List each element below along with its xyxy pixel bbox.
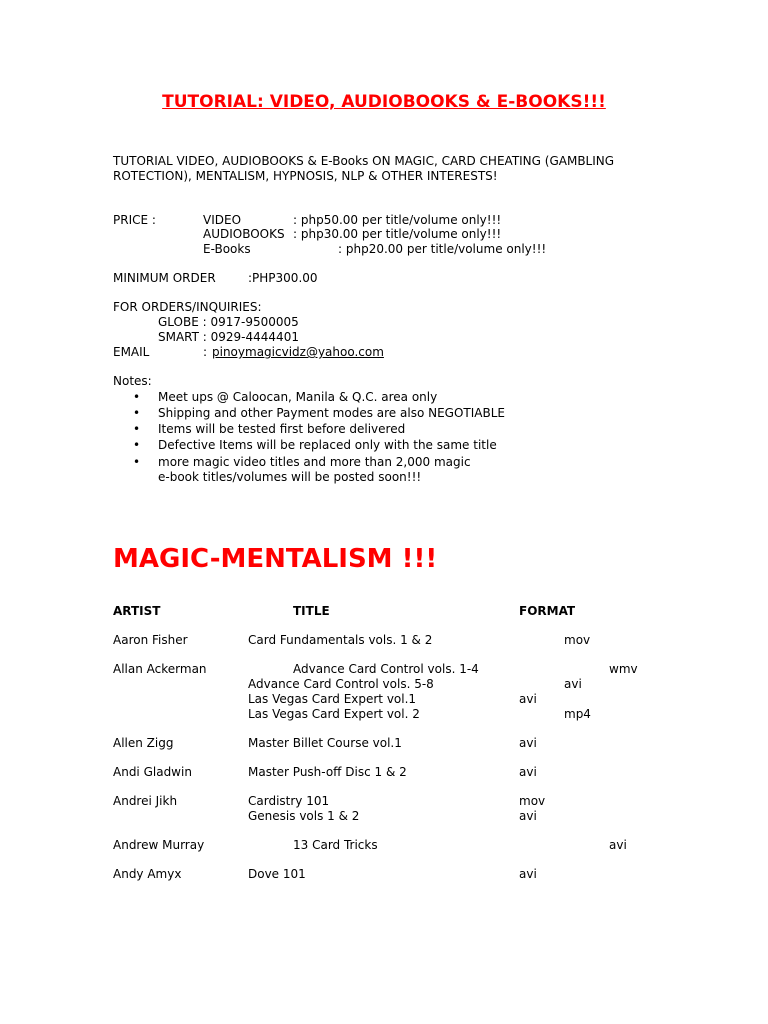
list-item: • Shipping and other Payment modes are also NEGOTIABLE	[133, 406, 505, 420]
artist-cell: Aaron Fisher	[113, 633, 188, 647]
artist-cell: Andy Amyx	[113, 867, 182, 881]
notes-heading: Notes:	[113, 374, 152, 388]
format-cell: avi	[519, 692, 537, 706]
artist-cell: Allan Ackerman	[113, 662, 207, 676]
minimum-order-label: MINIMUM ORDER	[113, 271, 216, 285]
globe-number: GLOBE : 0917-9500005	[158, 315, 299, 329]
title-cell: Las Vegas Card Expert vol.1	[248, 692, 417, 706]
format-cell: avi	[519, 736, 537, 750]
artist-cell: Andrew Murray	[113, 838, 205, 852]
format-cell: mp4	[564, 707, 591, 721]
email-colon: :	[203, 345, 208, 359]
bullet-icon: •	[133, 438, 141, 452]
list-item: • Items will be tested first before delivered	[133, 422, 406, 436]
format-cell: avi	[564, 677, 582, 691]
price-video-label: VIDEO	[203, 213, 242, 227]
artist-cell: Andrei Jikh	[113, 794, 178, 808]
orders-heading: FOR ORDERS/INQUIRIES:	[113, 300, 262, 314]
format-cell: avi	[519, 765, 537, 779]
format-cell: avi	[609, 838, 627, 852]
bullet-icon: •	[133, 455, 141, 469]
price-video-value: : php50.00 per title/volume only!!!	[293, 213, 502, 227]
smart-number: SMART : 0929-4444401	[158, 330, 299, 344]
bullet-icon: •	[133, 422, 141, 436]
list-item-continuation: e-book titles/volumes will be posted soon!!!	[158, 470, 422, 484]
title-cell: 13 Card Tricks	[293, 838, 378, 852]
list-item: • Defective Items will be replaced only with the same title	[133, 438, 497, 452]
email-link-wrap	[212, 345, 384, 360]
email-label: EMAIL	[113, 345, 150, 359]
format-cell: mov	[519, 794, 546, 808]
price-label: PRICE :	[113, 213, 156, 227]
bullet-icon: •	[133, 406, 141, 420]
minimum-order-value: :PHP300.00	[248, 271, 318, 285]
bullet-icon: •	[133, 390, 141, 404]
title-cell: Advance Card Control vols. 1-4	[293, 662, 479, 676]
title-cell: Dove 101	[248, 867, 306, 881]
title-cell: Master Billet Course vol.1	[248, 736, 402, 750]
title-cell: Las Vegas Card Expert vol. 2	[248, 707, 420, 721]
format-cell: wmv	[609, 662, 638, 676]
format-cell: mov	[564, 633, 591, 647]
price-ebook-label: E-Books	[203, 242, 251, 256]
title-cell: Genesis vols 1 & 2	[248, 809, 360, 823]
list-item: • more magic video titles and more than 2,000 magic	[133, 455, 471, 469]
artist-cell: Allen Zigg	[113, 736, 174, 750]
format-cell: avi	[519, 867, 537, 881]
title-cell: Cardistry 101	[248, 794, 330, 808]
price-ebook-value: : php20.00 per title/volume only!!!	[338, 242, 547, 256]
price-audio-label: AUDIOBOOKS	[203, 227, 285, 241]
email-link[interactable]: pinoymagicvidz@yahoo.com	[212, 345, 384, 359]
page-title: TUTORIAL: VIDEO, AUDIOBOOKS & E-BOOKS!!!	[162, 92, 606, 112]
column-header-format: FORMAT	[519, 604, 576, 618]
artist-cell: Andi Gladwin	[113, 765, 192, 779]
notes-list	[113, 389, 505, 485]
intro-line-2: ROTECTION), MENTALISM, HYPNOSIS, NLP & OTHER INTERESTS!	[113, 169, 498, 183]
section-title: MAGIC-MENTALISM !!!	[113, 544, 438, 574]
column-header-title: TITLE	[293, 604, 330, 618]
format-cell: avi	[519, 809, 537, 823]
column-header-artist: ARTIST	[113, 604, 161, 618]
title-cell: Card Fundamentals vols. 1 & 2	[248, 633, 433, 647]
list-item: • Meet ups @ Caloocan, Manila & Q.C. area only	[133, 390, 438, 404]
price-audio-value: : php30.00 per title/volume only!!!	[293, 227, 502, 241]
title-cell: Advance Card Control vols. 5-8	[248, 677, 434, 691]
title-cell: Master Push-off Disc 1 & 2	[248, 765, 407, 779]
intro-line-1: TUTORIAL VIDEO, AUDIOBOOKS & E-Books ON MAGIC, CARD CHEATING (GAMBLING	[113, 154, 615, 168]
